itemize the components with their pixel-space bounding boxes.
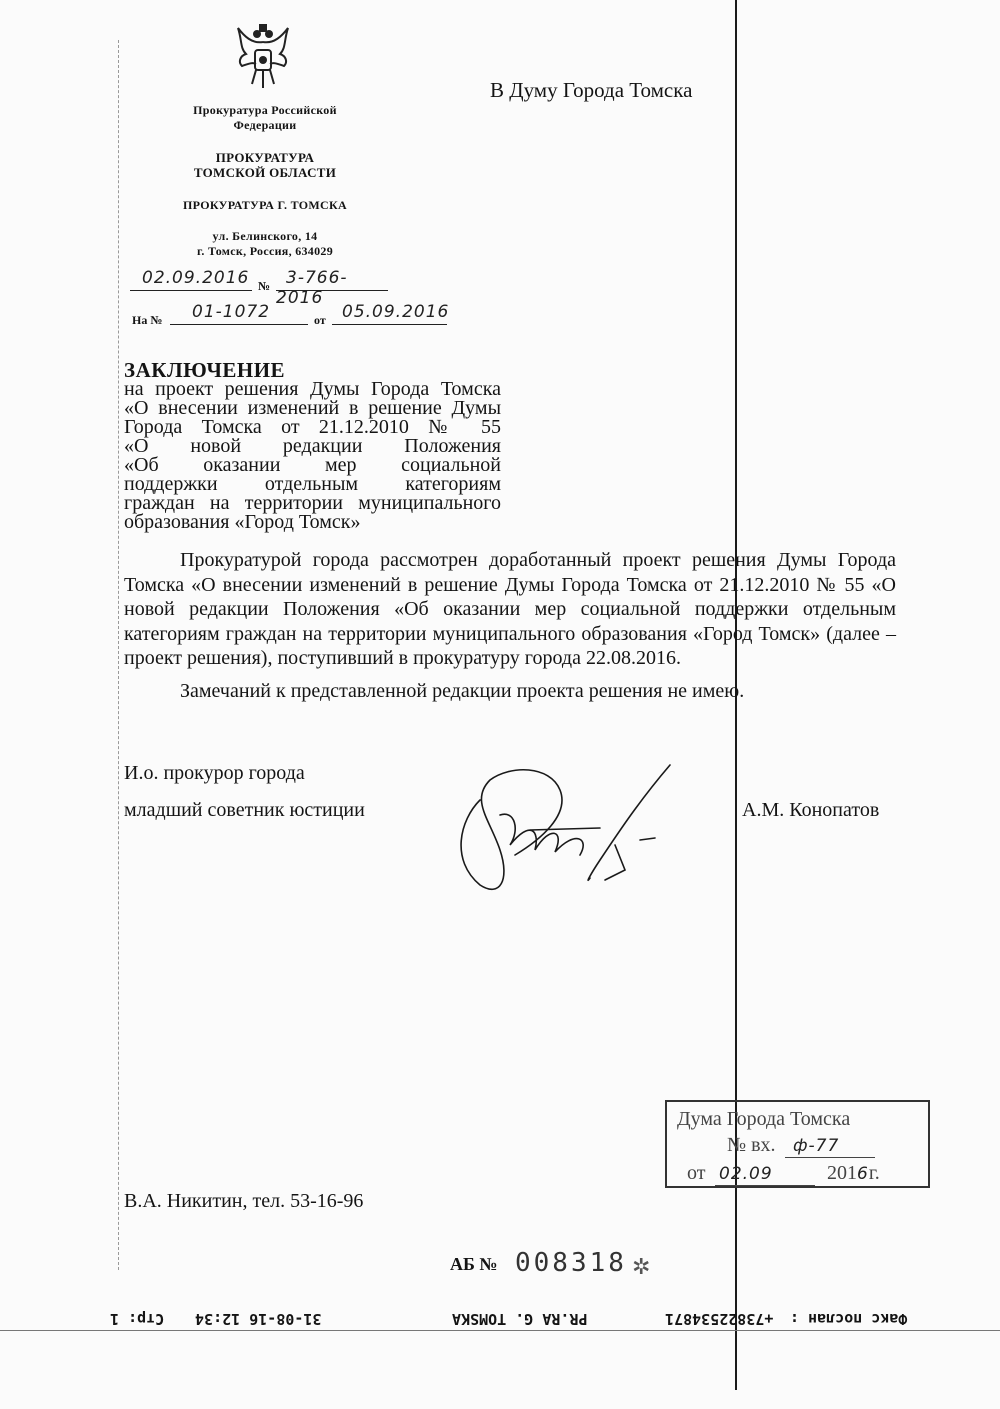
stamp-year-unit: г. [868, 1162, 880, 1184]
signer-position: И.о. прокурор города [124, 762, 305, 784]
stamp-date: 02.09 [719, 1164, 773, 1184]
registration-stamp [665, 1100, 930, 1188]
stamp-incoming-label: № вх. [727, 1134, 776, 1156]
office-address [150, 229, 380, 259]
subject-line: Города Томска от 21.12.2010 № 55 [124, 416, 501, 438]
serial-mark-icon: ✲ [632, 1254, 651, 1279]
stamp-year-prefix: 201 [827, 1162, 857, 1184]
document-title: ЗАКЛЮЧЕНИЕ [124, 358, 286, 382]
executor-contact: В.А. Никитин, тел. 53-16-96 [124, 1190, 364, 1212]
stamp-incoming-number: ф-77 [793, 1136, 840, 1156]
office-line-1: ПРОКУРАТУРА [215, 150, 315, 165]
subject-line: образования «Город Томск» [124, 511, 361, 533]
subject-line: поддержки отдельным категориям [124, 473, 501, 495]
outgoing-date: 02.09.2016 [142, 268, 250, 288]
fax-divider [0, 1330, 1000, 1331]
signer-name: А.М. Конопатов [742, 799, 880, 821]
stamp-year [827, 1162, 880, 1185]
document-body [124, 548, 896, 703]
fax-time: 31-08-16 12:34 [195, 1310, 322, 1328]
serial-label: АБ № [450, 1254, 498, 1274]
stamp-incoming-number-field [785, 1134, 875, 1158]
city-office: ПРОКУРАТУРА Г. ТОМСКА [183, 198, 347, 212]
ref-number: 01-1072 [192, 302, 271, 322]
fax-label: Факс послан : [790, 1310, 908, 1328]
ref-date-field [332, 302, 450, 325]
serial-number: 008318 [515, 1248, 627, 1278]
stamp-from-label: от [687, 1162, 706, 1184]
ref-number-field [170, 302, 308, 325]
document-subject [124, 380, 501, 532]
office-name [150, 150, 380, 180]
signer-rank: младший советник юстиции [124, 799, 365, 821]
fax-page: Стр: 1 [110, 1310, 165, 1328]
stamp-date-field [715, 1162, 815, 1186]
subject-line: граждан на территории муниципального [124, 492, 501, 514]
sender-authority [150, 103, 380, 133]
outgoing-number-field [276, 268, 388, 308]
ref-date: 05.09.2016 [342, 302, 450, 322]
address-line-2: г. Томск, Россия, 634029 [196, 244, 334, 258]
stamp-org: Дума Города Томска [677, 1108, 851, 1130]
ref-from-label: от [314, 313, 326, 327]
outgoing-date-field [130, 268, 252, 291]
outgoing-number: 3-766-2016 [276, 268, 348, 308]
body-paragraph: Прокуратурой города рассмотрен доработанный проект решения Думы Города Томска «О внесении изменений в решение Думы Города Томска от 21.12.2010 № 55 «О новой редакции Положения «Об оказании мер социальной поддержки отдельным категориям граждан на территории муниципального образования «Город Томск» (далее – проект решения), поступивший в прокуратуру города 22.08.2016. [124, 549, 896, 669]
handwritten-signature-icon [440, 760, 690, 910]
body-paragraph: Замечаний к представленной редакции проекта решения не имею. [180, 679, 745, 702]
sender-line-1: Прокуратура Российской [193, 103, 337, 117]
stamp-year-suffix: 6 [857, 1164, 869, 1184]
sender-line-2: Федерации [233, 118, 297, 132]
subject-line: «О внесении изменений в решение Думы [124, 397, 501, 419]
ref-label: На № [132, 313, 163, 327]
coat-of-arms-icon [232, 22, 294, 94]
fax-number: +73822534871 [665, 1310, 774, 1328]
subject-line: на проект решения Думы Города Томска [124, 378, 501, 400]
address-line-1: ул. Белинского, 14 [212, 229, 318, 243]
addressee: В Думу Города Томска [490, 78, 693, 102]
subject-line: «Об оказании мер социальной [124, 454, 501, 476]
fax-sender: PR.RA G. TOMSKA [452, 1310, 588, 1328]
margin-line [118, 40, 120, 1270]
number-label: № [258, 279, 271, 293]
office-line-2: ТОМСКОЙ ОБЛАСТИ [193, 165, 337, 180]
subject-line: «О новой редакции Положения [124, 435, 501, 457]
